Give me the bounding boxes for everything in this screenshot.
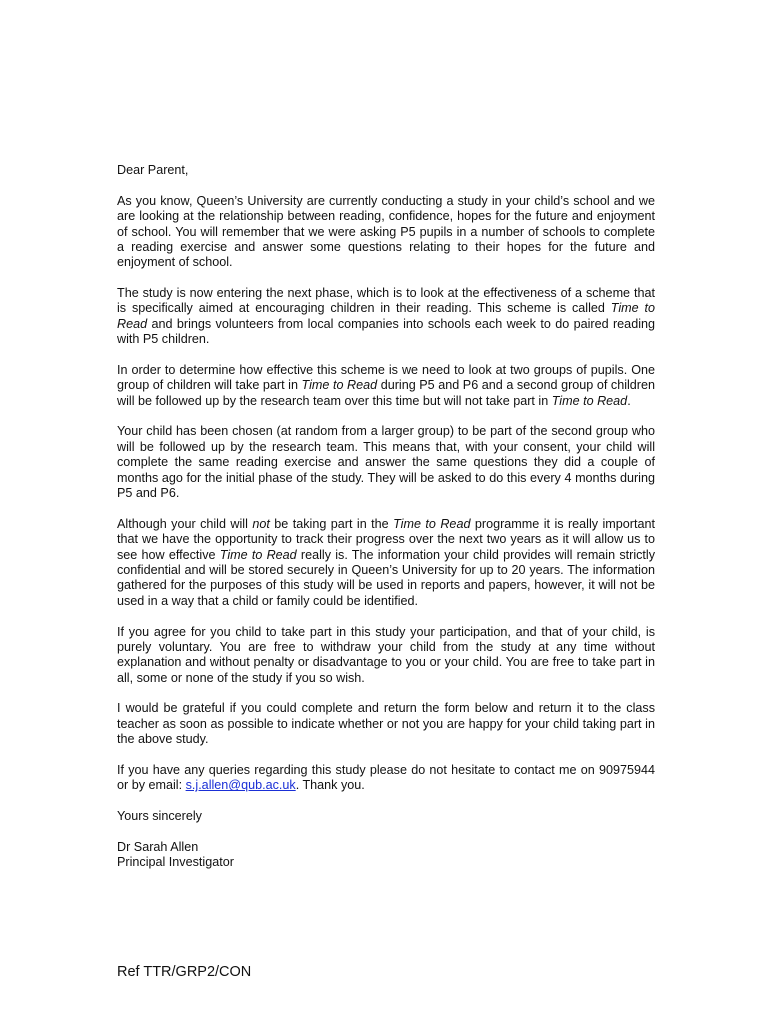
signatory-title: Principal Investigator: [117, 855, 234, 870]
p2-text-b: and brings volunteers from local companies into schools each week to do paired reading with P5 children.: [117, 316, 655, 347]
letter-body: [117, 163, 655, 871]
paragraph-4: Your child has been chosen (at random from a larger group) to be part of the second group who will be followed up by the research team. This means that, with your consent, your child will complete the same reading exercise and answer the same questions they did a couple of months ago for the initial phase of the study. They will be asked to do this every 4 months during P5 and P6.: [117, 424, 655, 501]
reference-code: Ref TTR/GRP2/CON: [117, 964, 252, 980]
closing: Yours sincerely: [117, 809, 202, 824]
salutation: Dear Parent,: [117, 163, 189, 177]
p3-text-b: during P5 and P6 and a second group of children will be followed up by the research team over this time but will not take part in: [117, 378, 656, 408]
p8-text-a: If you have any queries regarding this study please do not hesitate to contact me on 90975944 or by email:: [117, 762, 655, 793]
p5-text-b: be taking part in the: [269, 516, 394, 531]
paragraph-8: [117, 763, 655, 794]
p2-time-to-read: Time to Read: [117, 301, 655, 331]
paragraph-5: [117, 517, 655, 609]
p3-text-c: .: [627, 393, 631, 408]
p5-time-to-read-2: Time to Read: [219, 547, 297, 562]
p8-text-b: . Thank you.: [295, 778, 365, 793]
p3-time-to-read-2: Time to Read: [551, 393, 628, 408]
p5-text-d: really is. The information your child provides will remain strictly confidential and will be stored securely in Queen’s University for up to 20 years. The information gathered for the purposes of this study will be used in reports and papers, however, it will not be used in a way that a child or family could be identified.: [117, 547, 656, 608]
paragraph-1: As you know, Queen’s University are currently conducting a study in your child’s school and we are looking at the relationship between reading, confidence, hopes for the future and enjoyment of school. You will remember that we were asking P5 pupils in a number of schools to complete a reading exercise and answer some questions relating to their hopes for the future and enjoyment of school.: [117, 193, 655, 270]
p5-text-c: programme it is really important that we have the opportunity to track their progress over the next two years as it will allow us to see how effective: [117, 516, 655, 562]
p3-text-a: In order to determine how effective this scheme is we need to look at two groups of pupils. One group of children will take part in: [117, 362, 655, 393]
paragraph-6: If you agree for you child to take part in this study your participation, and that of your child, is purely voluntary. You are free to withdraw your child from the study at any time without explanation and without penalty or disadvantage to you or your child. You are free to take part in all, some or none of the study if you so wish.: [117, 624, 655, 685]
paragraph-7: I would be grateful if you could complete and return the form below and return it to the class teacher as soon as possible to indicate whether or not you are happy for your child taking part in the above study.: [117, 701, 655, 747]
p5-time-to-read-1: Time to Read: [393, 516, 471, 531]
p5-text-a: Although your child will: [117, 516, 253, 531]
email-link[interactable]: s.j.allen@qub.ac.uk: [185, 778, 296, 793]
paragraph-3: [117, 363, 655, 409]
p3-time-to-read-1: Time to Read: [301, 378, 378, 393]
signatory-name: Dr Sarah Allen: [117, 839, 199, 854]
p5-not: not: [252, 516, 270, 531]
paragraph-2: [117, 286, 655, 348]
p2-text-a: The study is now entering the next phase, which is to look at the effectiveness of a scheme that is specifically aimed at encouraging children in their reading. This scheme is called: [117, 286, 655, 316]
